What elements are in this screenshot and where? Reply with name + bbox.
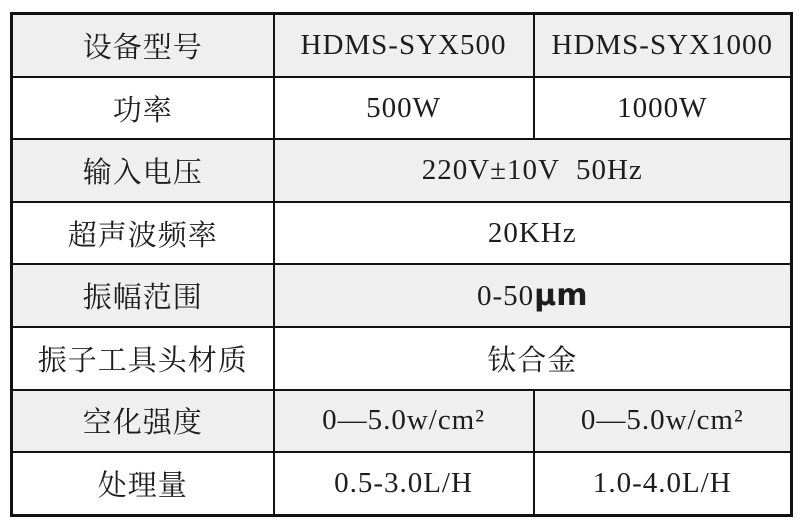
table-row-throughput [12, 452, 792, 515]
spec-value-cell: 1000W [534, 77, 792, 140]
table-row-ultrasonic-frequency [12, 202, 792, 265]
table-row-input-voltage [12, 139, 792, 202]
table-row-cavitation-intensity [12, 390, 792, 453]
spec-value-cell: HDMS-SYX500 [274, 14, 534, 77]
spec-label-cell: 振子工具头材质 [12, 327, 274, 390]
spec-value-cell: 钛合金 [274, 327, 792, 390]
spec-label-cell: 空化强度 [12, 390, 274, 453]
spec-value-cell: 0—5.0w/cm² [534, 390, 792, 453]
spec-label-cell: 振幅范围 [12, 264, 274, 327]
spec-value-cell: 20KHz [274, 202, 792, 265]
spec-value-cell: 0.5-3.0L/H [274, 452, 534, 515]
spec-value-cell: 1.0-4.0L/H [534, 452, 792, 515]
spec-value-cell: 0—5.0w/cm² [274, 390, 534, 453]
amplitude-value: 0-50 [476, 280, 535, 313]
spec-value-cell: 220V±10V 50Hz [274, 139, 792, 202]
table-row-tool-head-material [12, 327, 792, 390]
amplitude-unit: μm [534, 278, 588, 314]
spec-label-cell: 处理量 [12, 452, 274, 515]
table-row-power [12, 77, 792, 140]
spec-value-cell [274, 264, 792, 327]
table-row-device-model [12, 14, 792, 77]
spec-label-cell: 输入电压 [12, 139, 274, 202]
spec-table [10, 12, 793, 517]
spec-value-cell: 500W [274, 77, 534, 140]
spec-label-cell: 超声波频率 [12, 202, 274, 265]
spec-label-cell: 设备型号 [12, 14, 274, 77]
spec-value-cell: HDMS-SYX1000 [534, 14, 792, 77]
spec-label-cell: 功率 [12, 77, 274, 140]
table-row-amplitude-range [12, 264, 792, 327]
